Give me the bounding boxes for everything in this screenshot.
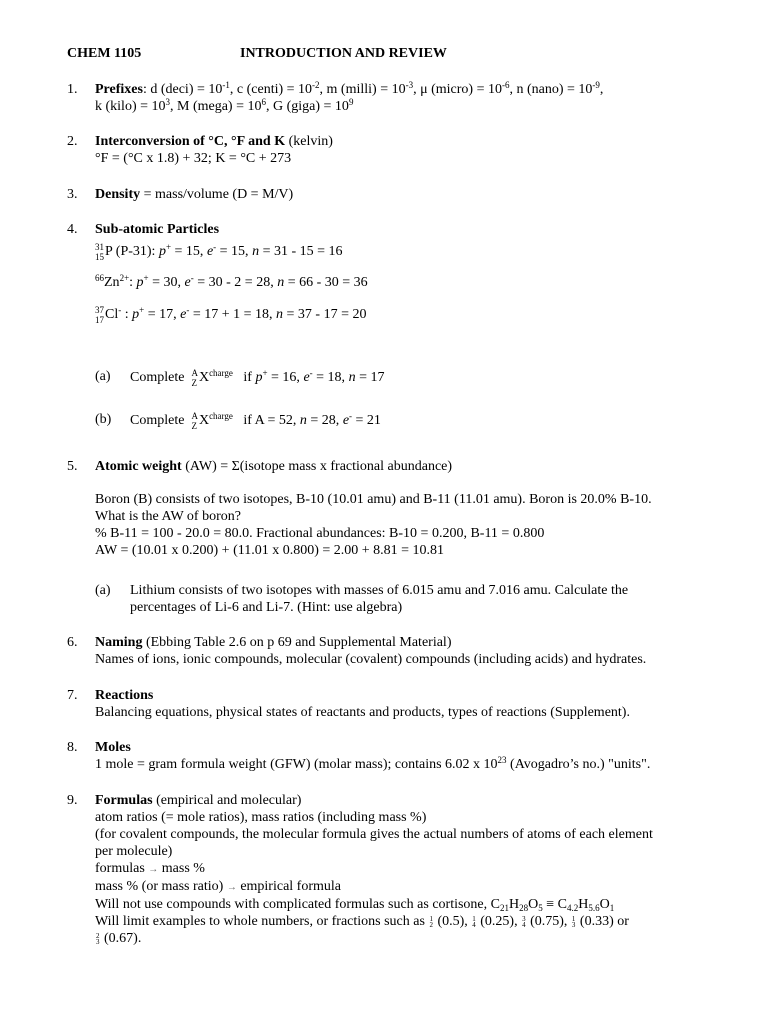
- prefixes-line-2: k (kilo) = $10^3$, M (mega) = $10^6$, G (giga) = $10^9$: [95, 97, 354, 114]
- cortisone-line: Will not use compounds with complicated formulas such as cortisone, $C_{21}H_{28}O_5 \equiv C_{4.2}H_{5.6}O_1$: [95, 897, 615, 913]
- section-naming: 6. Naming (Ebbing Table 2.6 on p 69 and Supplemental Material) Names of ions, ionic compounds, molecular (covalent) compounds (including acids) and hydrates.: [67, 635, 647, 667]
- arrow-icon: →: [148, 864, 159, 875]
- section-moles: 8. Moles 1 mole = gram formula weight (GFW) (molar mass); contains 6.02 x $10^{23}$ (Avogadro’s no.) "units".: [67, 740, 651, 772]
- lithium-question: (a) Lithium consists of two isotopes with masses of 6.015 amu and 7.016 amu. Calculate the percentages of Li-6 and Li-7. (Hint: use algebra): [95, 583, 629, 615]
- prefixes-line-1: Prefixes: d (deci) = $10^{-1}$, c (centi) = $10^{-2}$, m (milli) = $10^{-3}$, μ (micro) = $10^{-6}$, n (nano) = $10^{-9}$,: [95, 80, 604, 97]
- section-number: 3.: [67, 187, 78, 202]
- section-number: 2.: [67, 134, 78, 149]
- boron-line-2: What is the AW of boron?: [95, 509, 241, 524]
- boron-line-3: % B-11 = 100 - 20.0 = 80.0. Fractional abundances: B-10 = 0.200, B-11 = 0.800: [95, 526, 545, 541]
- temperature-heading: Interconversion of °C, °F and K (kelvin): [95, 134, 333, 149]
- subatomic-question-a: (a) Complete A Z $X^{charge}$ if p+ = 16, e- = 18, n = 17: [95, 368, 385, 388]
- section-number: 1.: [67, 82, 78, 97]
- boron-line-4: AW = (10.01 x 0.200) + (11.01 x 0.800) = 2.00 + 8.81 = 10.81: [95, 543, 445, 558]
- section-number: 6.: [67, 635, 78, 650]
- page-title: INTRODUCTION AND REVIEW: [240, 46, 447, 61]
- fractions-line: Will limit examples to whole numbers, or fractions such as 1 2 (0.5), 1 4 (0.25), 3 4 (0.75), 1 3 (0.33) or: [95, 914, 629, 929]
- section-reactions: 7. Reactions Balancing equations, physical states of reactants and products, types of reactions (Supplement).: [67, 688, 630, 720]
- section-number: 5.: [67, 459, 78, 474]
- section-number: 9.: [67, 793, 78, 808]
- subatomic-question-b: (b) Complete A Z $X^{charge}$ if A = 52, n = 28, e- = 21: [95, 411, 381, 431]
- section-number: 4.: [67, 222, 78, 237]
- temperature-formula: °F = (°C x 1.8) + 32; K = °C + 273: [95, 151, 292, 166]
- section-number: 8.: [67, 740, 78, 755]
- section-formulas: 9. Formulas (empirical and molecular) atom ratios (= mole ratios), mass ratios (including mass %) (for covalent compounds, the molecular formula gives the actual numbers of atoms of each element per molecule) formulas → mass % mass % (or mass ratio) → empirical formula Will not use compounds with complicated formulas such as cortisone, $C_{21}H_{28}O_5 \equiv C_{4.2}H_{5.6}O_1$ Will limit examples to whole numbers, or fractions such as 1 2 (0.5), 1 4 (0.25), 3 4 (0.75), 1 3 (0.33) or 2 3 (0.67).: [67, 792, 727, 947]
- section-prefixes: [67, 81, 707, 115]
- arrow-icon: →: [226, 882, 237, 893]
- section-number: 7.: [67, 688, 78, 703]
- course-code: CHEM 1105: [67, 46, 142, 61]
- section-subatomic: 4. Sub-atomic Particles: [67, 222, 220, 237]
- cl37-example: 37 17 Cl- : p+ = 17, e- = 17 + 1 = 18, n = 37 - 17 = 20: [95, 305, 367, 325]
- section-density: 3. Density = mass/volume (D = M/V): [67, 187, 294, 202]
- section-temperature: [67, 133, 707, 167]
- section-atomic-weight: 5. Atomic weight (AW) = Σ(isotope mass x fractional abundance) Boron (B) consists of two isotopes, B-10 (10.01 amu) and B-11 (11.01 amu). Boron is 20.0% B-10. What is the AW of boron? % B-11 = 100 - 20.0 = 80.0. Fractional abundances: B-10 = 0.200, B-11 = 0.800 AW = (10.01 x 0.200) + (11.01 x 0.800) = 2.00 + 8.81 = 10.81: [67, 458, 707, 559]
- p31-example: 31 15 P (P-31): p+ = 15, e- = 15, n = 31 - 15 = 16: [95, 242, 343, 262]
- boron-line-1: Boron (B) consists of two isotopes, B-10 (10.01 amu) and B-11 (11.01 amu). Boron is 20.0% B-10.: [95, 492, 652, 507]
- zn66-example: $^{66}Zn^{2+}$: p+ = 30, e- = 30 - 2 = 28, n = 66 - 30 = 36: [95, 273, 368, 290]
